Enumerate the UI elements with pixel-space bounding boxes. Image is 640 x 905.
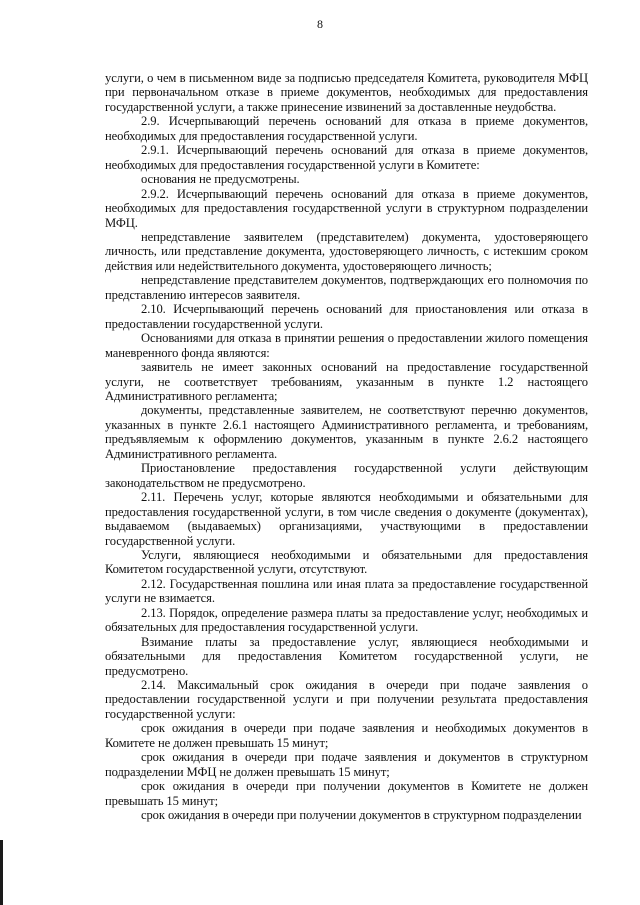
paragraph: Основаниями для отказа в принятии решения о предоставлении жилого помещения маневренного фонда являются: — [105, 331, 588, 360]
document-body — [105, 71, 588, 823]
scan-edge-mark — [0, 840, 3, 905]
paragraph: 2.9. Исчерпывающий перечень оснований для отказа в приеме документов, необходимых для предоставления государственной услуги. — [105, 114, 588, 143]
paragraph: Взимание платы за предоставление услуг, являющиеся необходимыми и обязательными для предоставления Комитетом государственной услуги, не предусмотрено. — [105, 634, 588, 678]
paragraph: 2.13. Порядок, определение размера платы за предоставление услуг, необходимых и обязательных для предоставления государственной услуги. — [105, 605, 588, 635]
paragraph: непредставление представителем документов, подтверждающих его полномочия по представлению интересов заявителя. — [105, 273, 588, 302]
paragraph: Услуги, являющиеся необходимыми и обязательными для предоставления Комитетом государственной услуги, отсутствуют. — [105, 547, 588, 577]
paragraph: Приостановление предоставления государственной услуги действующим законодательством не предусмотрено. — [105, 461, 588, 490]
paragraph: 2.14. Максимальный срок ожидания в очереди при подаче заявления о предоставлении государственной услуги и при получении результата предоставления государственной услуги: — [105, 678, 588, 721]
page-number: 8 — [317, 17, 323, 31]
paragraph: срок ожидания в очереди при подаче заявления и необходимых документов в Комитете не должен превышать 15 минут; — [105, 721, 588, 750]
paragraph: 2.9.2. Исчерпывающий перечень оснований для отказа в приеме документов, необходимых для предоставления государственной услуги в структурном подразделении МФЦ. — [105, 186, 588, 230]
paragraph: основания не предусмотрены. — [141, 172, 300, 187]
paragraph: срок ожидания в очереди при получении документов в Комитете не должен превышать 15 минут; — [105, 779, 588, 808]
paragraph: непредставление заявителем (представителем) документа, удостоверяющего личность, или представление документа, удостоверяющего личность, с истекшим сроком действия или недействительного документа, удостоверяющего личность; — [105, 229, 588, 273]
paragraph: документы, представленные заявителем, не соответствуют перечню документов, указанных в пункте 2.6.1 настоящего Административного регламента, и требованиям, предъявляемым к оформлению документов, указанным в пункте 2.6.2 настоящего Административного регламента. — [105, 403, 588, 461]
paragraph: услуги, о чем в письменном виде за подписью председателя Комитета, руководителя МФЦ при первоначальном отказе в приеме документов, необходимых для предоставления государственной услуги, а также принесение извинений за доставленные неудобства. — [105, 71, 588, 114]
paragraph: 2.11. Перечень услуг, которые являются необходимыми и обязательными для предоставления государственной услуги, в том числе сведения о документе (документах), выдаваемом (выдаваемых) организациями, участвующими в предоставлении государственной услуги. — [105, 490, 588, 548]
paragraph: 2.10. Исчерпывающий перечень оснований для приостановления или отказа в предоставлении государственной услуги. — [105, 302, 588, 331]
paragraph: 2.9.1. Исчерпывающий перечень оснований для отказа в приеме документов, необходимых для предоставления государственной услуги в Комитете: — [105, 143, 588, 172]
paragraph: срок ожидания в очереди при получении документов в структурном подразделении — [141, 808, 582, 823]
paragraph: 2.12. Государственная пошлина или иная плата за предоставление государственной услуги не взимается. — [105, 576, 588, 606]
paragraph: срок ожидания в очереди при подаче заявления и документов в структурном подразделении МФЦ не должен превышать 15 минут; — [105, 750, 588, 779]
paragraph: заявитель не имеет законных оснований на предоставление государственной услуги, не соответствует требованиям, указанным в пункте 1.2 настоящего Административного регламента; — [105, 360, 588, 403]
